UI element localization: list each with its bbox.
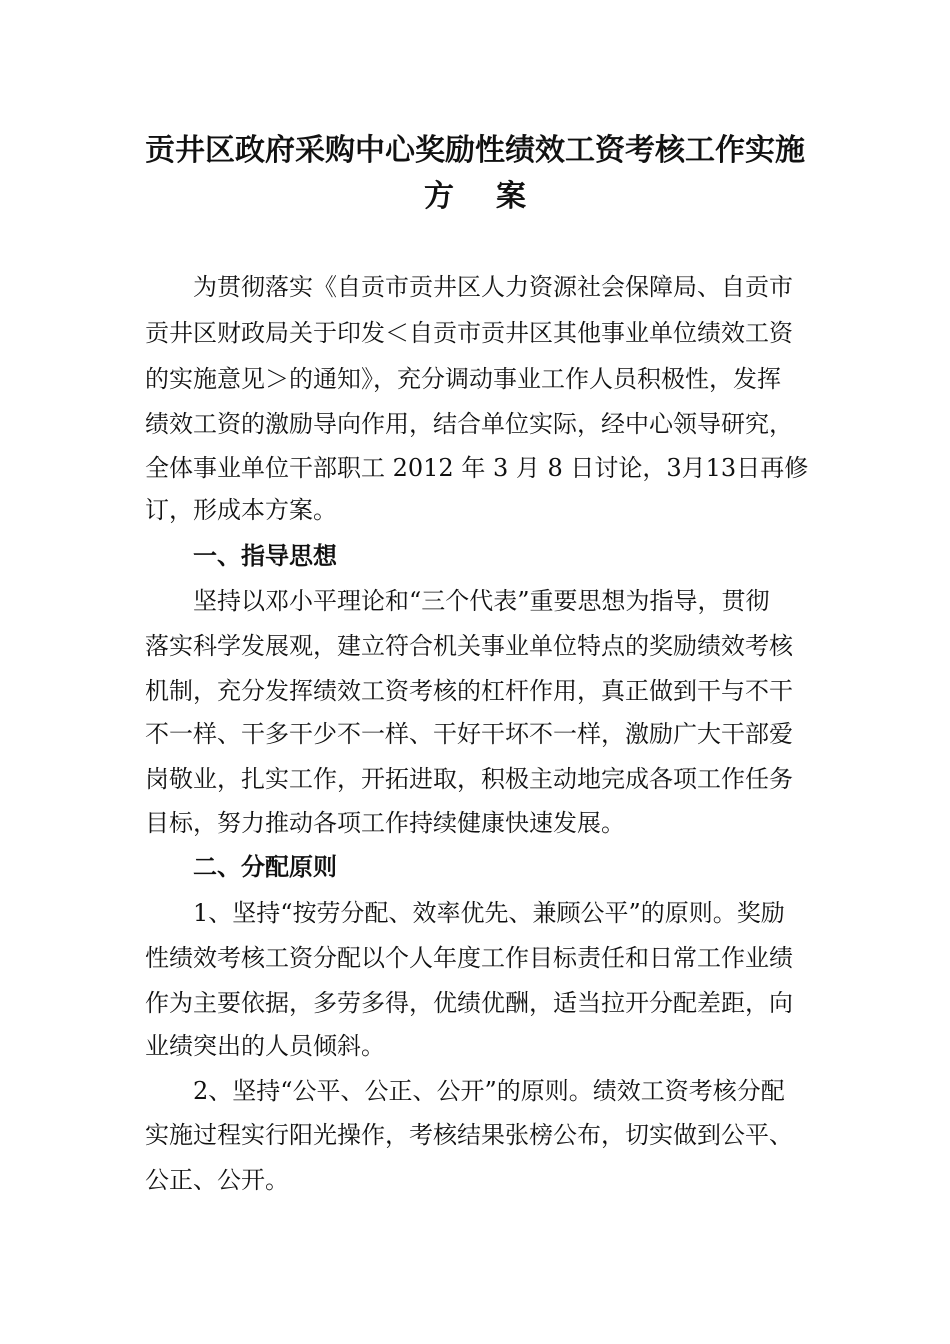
section1-line: 坚持以邓小平理论和“三个代表”重要思想为指导，贯彻	[193, 587, 770, 615]
intro-line: 全体事业单位干部职工 2012 年 3 月 8 日讨论，3月13日再修	[145, 454, 809, 482]
section-heading-distribution-principles: 二、分配原则	[193, 853, 337, 881]
intro-line: 为贯彻落实《自贡市贡井区人力资源社会保障局、自贡市	[193, 273, 793, 301]
section2-p2-line: 公正、公开。	[145, 1166, 289, 1194]
section2-p1-line: 作为主要依据，多劳多得，优绩优酬，适当拉开分配差距，向	[145, 989, 793, 1017]
section2-p1-line: 性绩效考核工资分配以个人年度工作目标责任和日常工作业绩	[145, 944, 793, 972]
intro-line: 的实施意见＞的通知》，充分调动事业工作人员积极性，发挥	[145, 365, 781, 393]
section1-line: 不一样、干多干少不一样、干好干坏不一样，激励广大干部爱	[145, 720, 793, 748]
section1-line: 机制，充分发挥绩效工资考核的杠杆作用，真正做到干与不干	[145, 677, 793, 705]
document-title-line-2: 方案	[424, 179, 568, 214]
document-title-line-1: 贡井区政府采购中心奖励性绩效工资考核工作实施	[145, 133, 805, 168]
section1-line: 岗敬业，扎实工作，开拓进取，积极主动地完成各项工作任务	[145, 765, 793, 793]
section2-p2-line: 实施过程实行阳光操作，考核结果张榜公布，切实做到公平、	[145, 1121, 793, 1149]
section2-p2-line: 2、坚持“公平、公正、公开”的原则。绩效工资考核分配	[193, 1077, 785, 1105]
section2-p1-line: 业绩突出的人员倾斜。	[145, 1032, 385, 1060]
intro-line: 绩效工资的激励导向作用，结合单位实际，经中心领导研究，	[145, 410, 793, 438]
section1-line: 目标，努力推动各项工作持续健康快速发展。	[145, 809, 625, 837]
section1-line: 落实科学发展观，建立符合机关事业单位特点的奖励绩效考核	[145, 632, 793, 660]
intro-line: 贡井区财政局关于印发＜自贡市贡井区其他事业单位绩效工资	[145, 319, 793, 347]
section-heading-guiding-ideology: 一、指导思想	[193, 542, 337, 570]
intro-line: 订，形成本方案。	[145, 496, 337, 524]
section2-p1-line: 1、坚持“按劳分配、效率优先、兼顾公平”的原则。奖励	[193, 899, 785, 927]
